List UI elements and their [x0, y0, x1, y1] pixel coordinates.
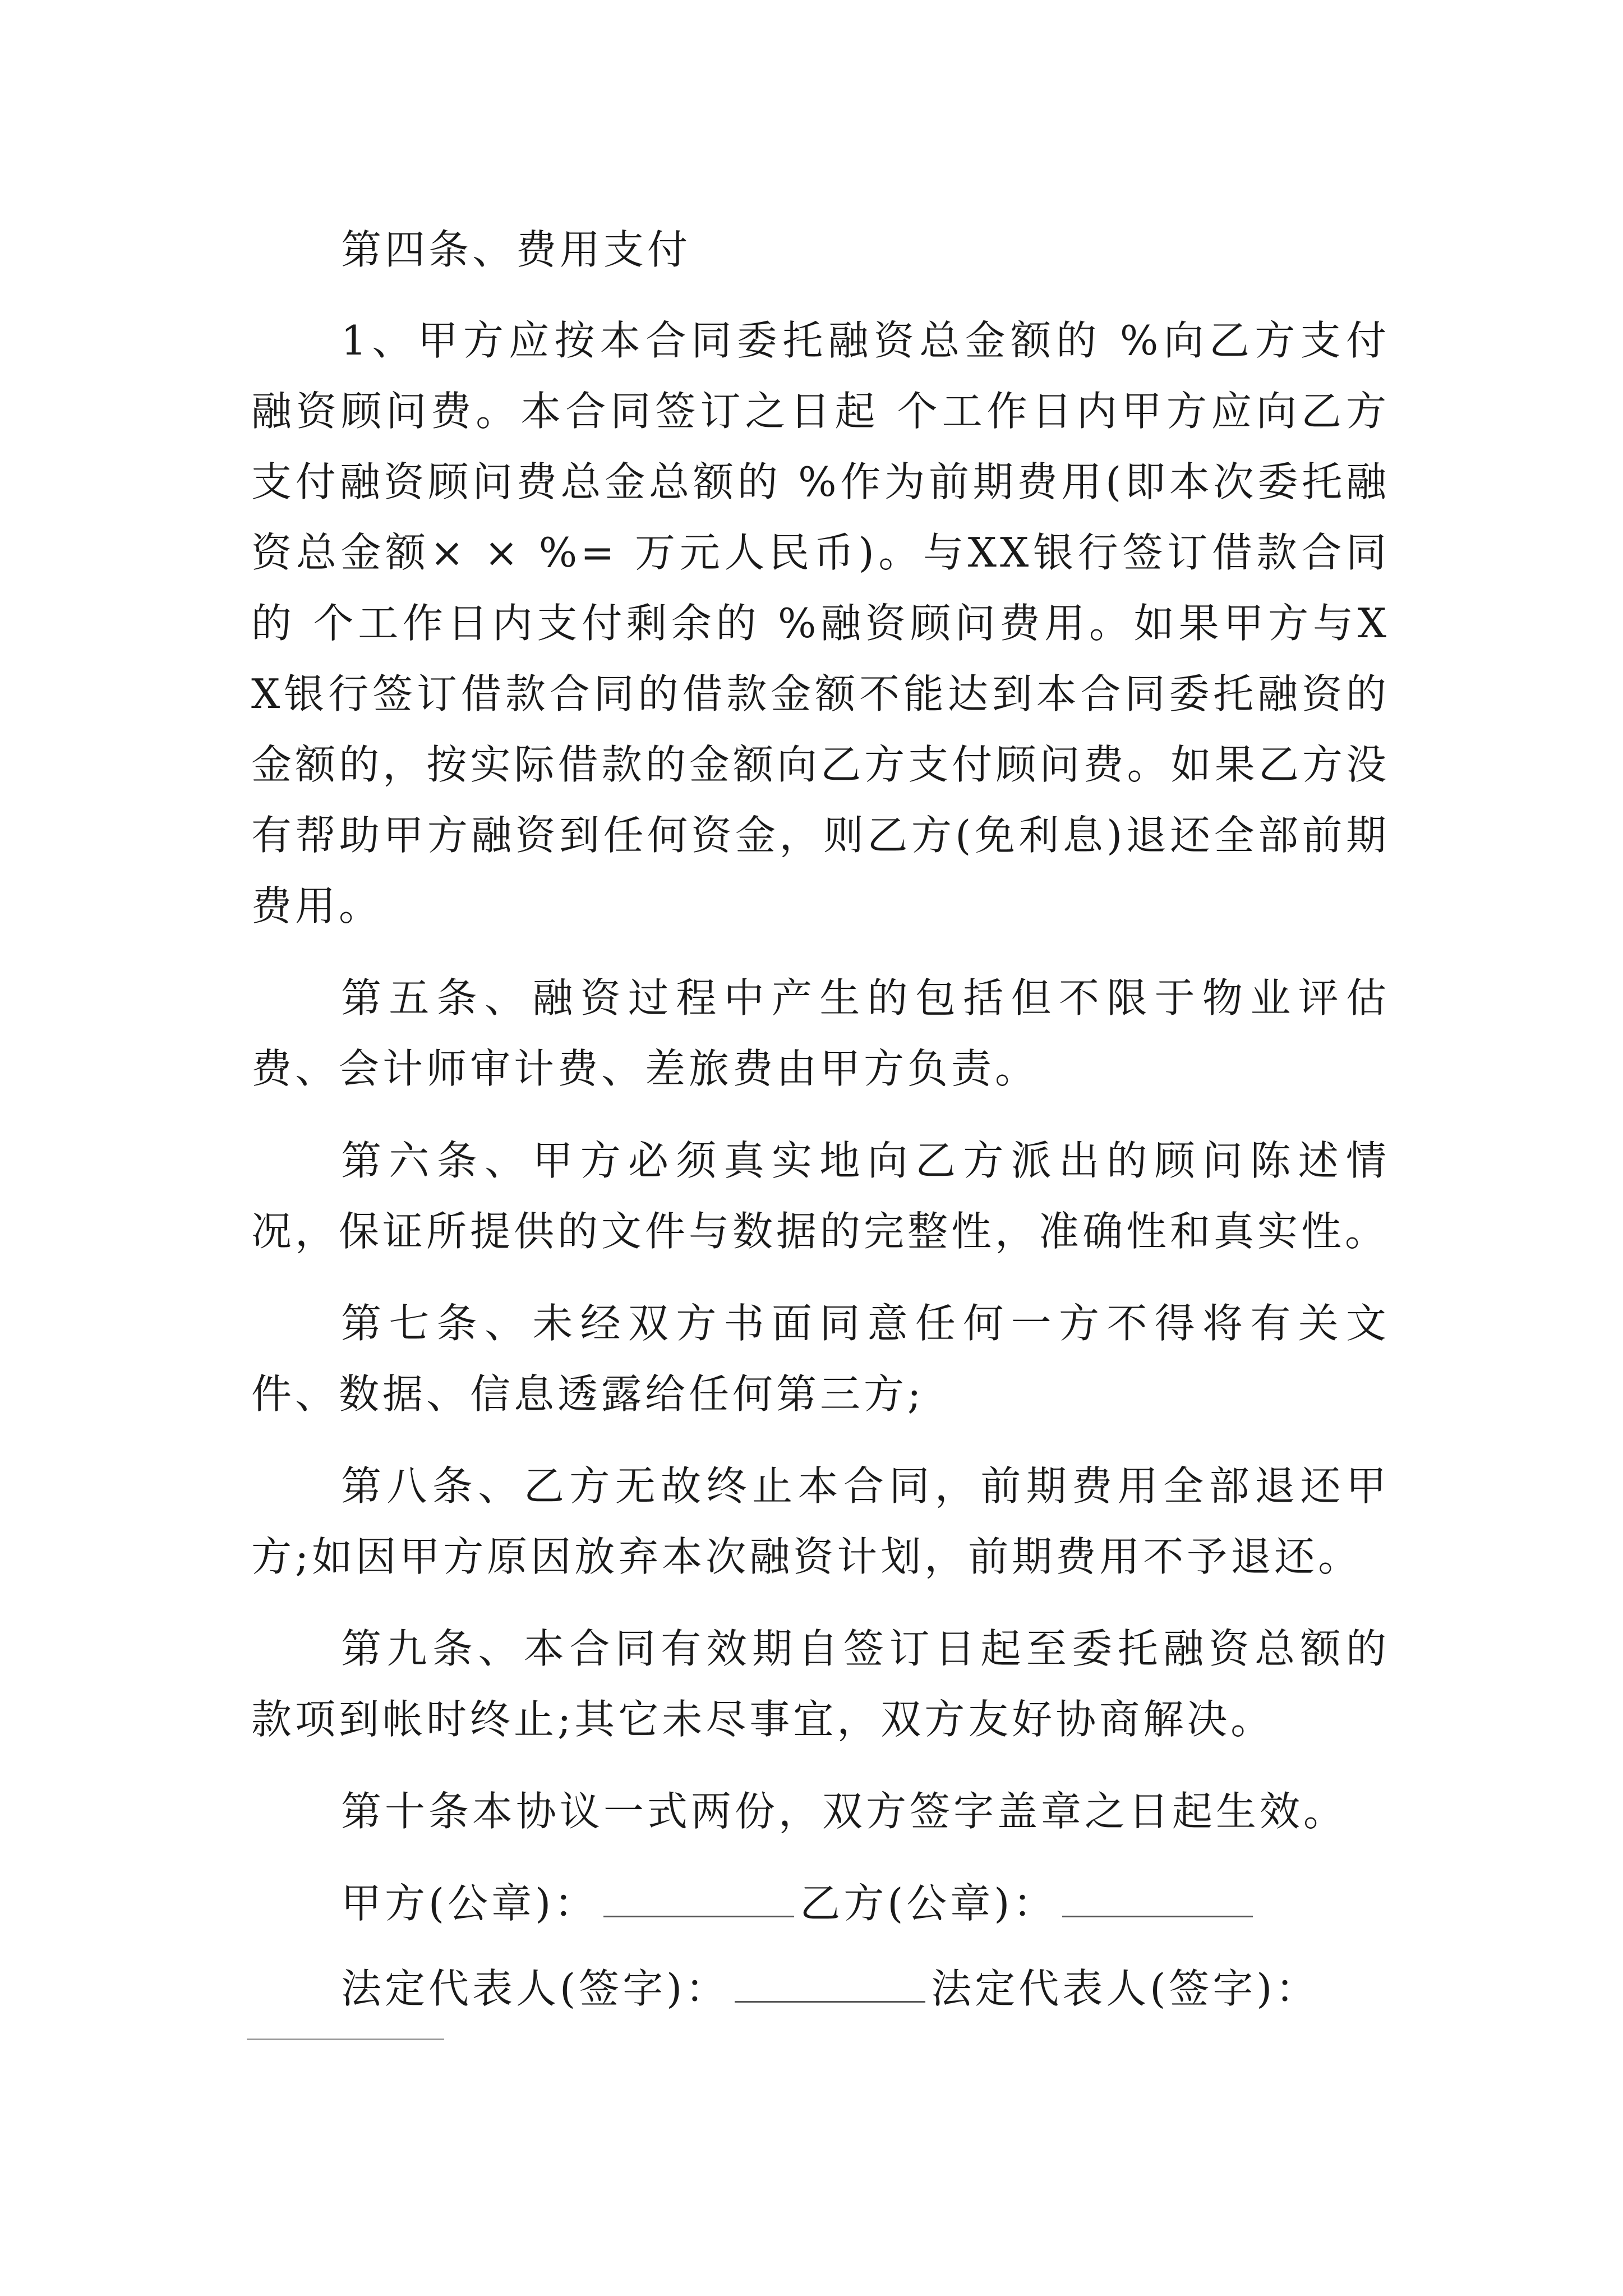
legal-rep-a-blank — [735, 1967, 925, 2003]
article6: 第六条、甲方必须真实地向乙方派出的顾问陈述情况，保证所提供的文件与数据的完整性，准确性和真实性。 — [251, 1137, 1390, 1255]
article8: 第八条、乙方无故终止本合同，前期费用全部退还甲方;如因甲方原因放弃本次融资计划，前期费用不予退还。 — [251, 1462, 1390, 1580]
contract-body — [251, 214, 1390, 2039]
article10: 第十条本协议一式两份，双方签字盖章之日起生效。 — [341, 1788, 1348, 1835]
article4-clause1: 1、甲方应按本合同委托融资总金额的 %向乙方支付融资顾问费。本合同签订之日起 个工作日内甲方应向乙方支付融资顾问费总金总额的 %作为前期费用(即本次委托融资总金额× × %= 万元人民币)。与XX银行签订借款合同的 个工作日内支付剩余的 %融资顾问费用。如果甲方与XX银行签订借款合同的借款金额不能达到本合同委托融资的金额的，按实际借款的金额向乙方支付顾问费。如果乙方没有帮助甲方融资到任何资金，则乙方(免利息)退还全部前期费用。 — [251, 317, 1390, 930]
legal-rep-b-label: 法定代表人(签字)： — [931, 1965, 1320, 2012]
article4-title: 第四条、费用支付 — [341, 226, 691, 273]
party-a-seal-label: 甲方(公章)： — [341, 1880, 598, 1927]
seal-line — [251, 1868, 1390, 1939]
footnote-divider — [247, 2039, 444, 2040]
party-b-seal-label: 乙方(公章)： — [800, 1880, 1057, 1927]
article7: 第七条、未经双方书面同意任何一方不得将有关文件、数据、信息透露给任何第三方; — [251, 1300, 1390, 1418]
signature-line — [251, 1953, 1390, 2024]
party-b-seal-blank — [1062, 1882, 1253, 1917]
party-a-seal-blank — [603, 1882, 794, 1917]
article9: 第九条、本合同有效期自签订日起至委托融资总额的款项到帐时终止;其它未尽事宜，双方友好协商解决。 — [251, 1625, 1390, 1743]
article5: 第五条、融资过程中产生的包括但不限于物业评估费、会计师审计费、差旅费由甲方负责。 — [251, 974, 1390, 1092]
legal-rep-a-label: 法定代表人(签字)： — [341, 1965, 730, 2012]
